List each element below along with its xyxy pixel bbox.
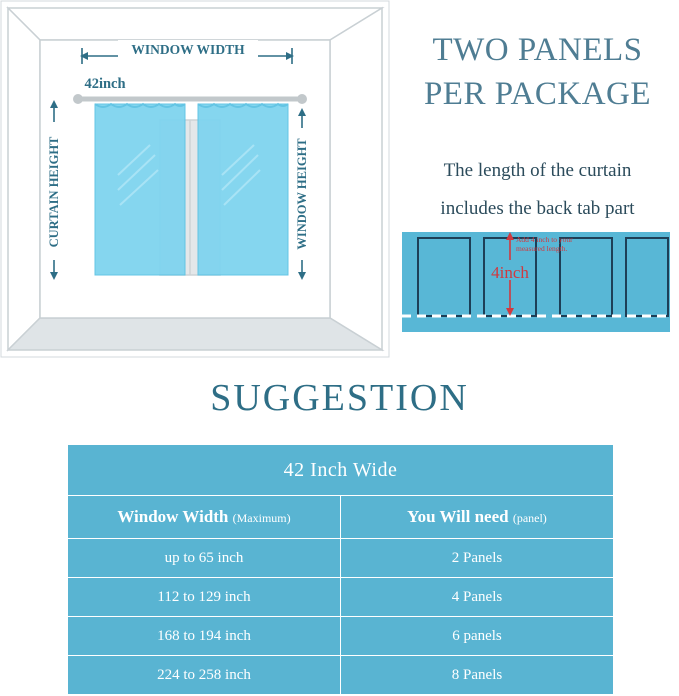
suggestion-table-wrap xyxy=(66,443,615,696)
subline xyxy=(396,152,679,228)
panel-width-label: 42inch xyxy=(84,76,126,92)
headline xyxy=(396,28,679,116)
room-diagram-svg xyxy=(0,0,390,358)
table-cell-width: 112 to 129 inch xyxy=(68,578,341,617)
table-header-window-width-small: (Maximum) xyxy=(232,511,291,525)
table-cell-panels: 2 Panels xyxy=(341,539,614,578)
table-caption-row xyxy=(68,445,614,496)
table-header-panels-needed-main: You Will need xyxy=(407,507,509,526)
back-tab-note-line-1: Add 4 inch to your xyxy=(516,235,573,244)
headline-line-2: PER PACKAGE xyxy=(423,76,652,112)
table-header-row xyxy=(68,496,614,539)
table-row xyxy=(68,578,614,617)
table-header-window-width xyxy=(68,496,341,539)
table-cell-width: 168 to 194 inch xyxy=(68,617,341,656)
table-row xyxy=(68,617,614,656)
room-illustration xyxy=(0,0,390,358)
table-cell-panels: 8 Panels xyxy=(341,656,614,695)
table-row xyxy=(68,539,614,578)
headline-line-1: TWO PANELS xyxy=(432,32,643,68)
subline-line-2: includes the back tab part xyxy=(440,198,635,219)
table-header-panels-needed-small: (panel) xyxy=(512,511,547,525)
table-cell-panels: 6 panels xyxy=(341,617,614,656)
table-row xyxy=(68,656,614,695)
window-width-label: WINDOW WIDTH xyxy=(131,42,245,57)
table-header-panels-needed xyxy=(341,496,614,539)
back-tab-measure-label: 4inch xyxy=(491,263,529,282)
suggestion-title: SUGGESTION xyxy=(210,377,469,419)
table-cell-panels: 4 Panels xyxy=(341,578,614,617)
table-header-window-width-main: Window Width xyxy=(117,507,229,526)
window-height-label: WINDOW HEIGHT xyxy=(295,138,309,250)
curtain-height-label: CURTAIN HEIGHT xyxy=(47,136,61,248)
back-tab-svg xyxy=(400,228,672,343)
table-cell-width: 224 to 258 inch xyxy=(68,656,341,695)
subline-line-1: The length of the curtain xyxy=(443,160,632,181)
back-tab-diagram xyxy=(400,228,672,343)
suggestion-table xyxy=(67,444,614,695)
table-cell-width: up to 65 inch xyxy=(68,539,341,578)
table-caption: 42 Inch Wide xyxy=(68,445,614,496)
back-tab-note-line-2: measured length. xyxy=(516,244,568,253)
